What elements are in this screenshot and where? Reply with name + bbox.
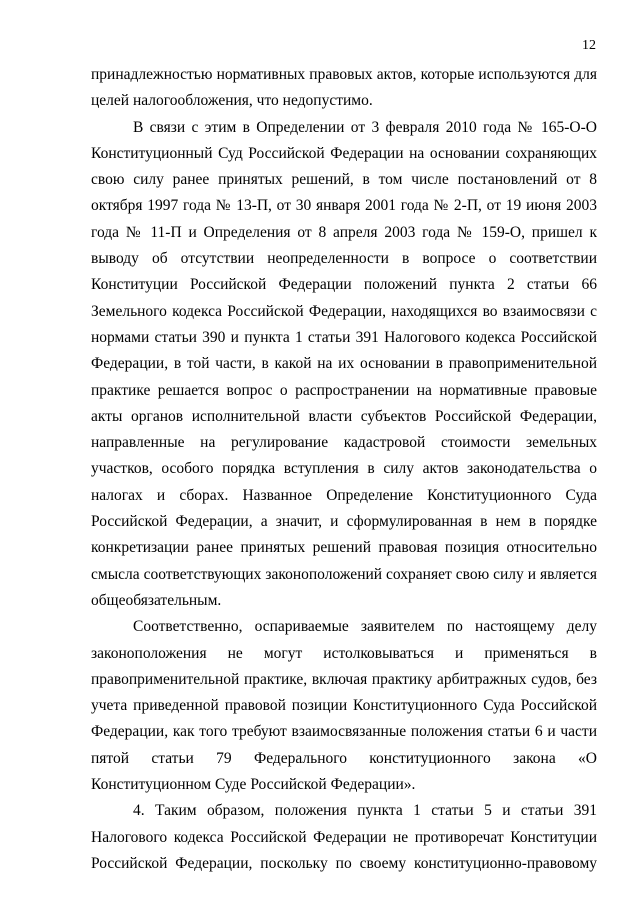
document-body	[91, 62, 597, 877]
paragraph-continuation: принадлежностью нормативных правовых актов, которые используются для целей налогообложения, что недопустимо.	[91, 66, 597, 110]
page-number: 12	[582, 38, 596, 53]
paragraph: 4. Таким образом, положения пункта 1 статьи 5 и статьи 391 Налогового кодекса Российской Федерации не противоречат Конституции Российской Федерации, поскольку по своему конституционно-правовому	[91, 802, 597, 872]
paragraph: В связи с этим в Определении от 3 февраля 2010 года № 165-О-О Конституционный Суд Российской Федерации на основании сохраняющих свою силу ранее принятых решений, в том числе постановлений от 8 октября 1997 года № 13-П, от 30 января 2001 года № 2-П, от 19 июня 2003 года № 11-П и Определения от 8 апреля 2003 года № 159-О, пришел к выводу об отсутствии неопределенности в вопросе о соответствии Конституции Российской Федерации положений пункта 2 статьи 66 Земельного кодекса Российской Федерации, находящихся во взаимосвязи с нормами статьи 390 и пункта 1 статьи 391 Налогового кодекса Российской Федерации, в той части, в какой на их основании в правоприменительной практике решается вопрос о распространении на нормативные правовые акты органов исполнительной власти субъектов Российской Федерации, направленные на регулирование кадастровой стоимости земельных участков, особого порядка вступления в силу актов законодательства о налогах и сборах. Названное Определение Конституционного Суда Российской Федерации, а значит, и сформулированная в нем в порядке конкретизации ранее принятых решений правовая позиция относительно смысла соответствующих законоположений сохраняет свою силу и является общеобязательным.	[91, 118, 597, 609]
paragraph: Соответственно, оспариваемые заявителем по настоящему делу законоположения не могут истолковываться и применяться в правоприменительной практике, включая практику арбитражных судов, без учета приведенной правовой позиции Конституционного Суда Российской Федерации, как того требуют взаимосвязанные положения статьи 6 и части пятой статьи 79 Федерального конституционного закона «О Конституционном Суде Российской Федерации».	[91, 618, 597, 794]
